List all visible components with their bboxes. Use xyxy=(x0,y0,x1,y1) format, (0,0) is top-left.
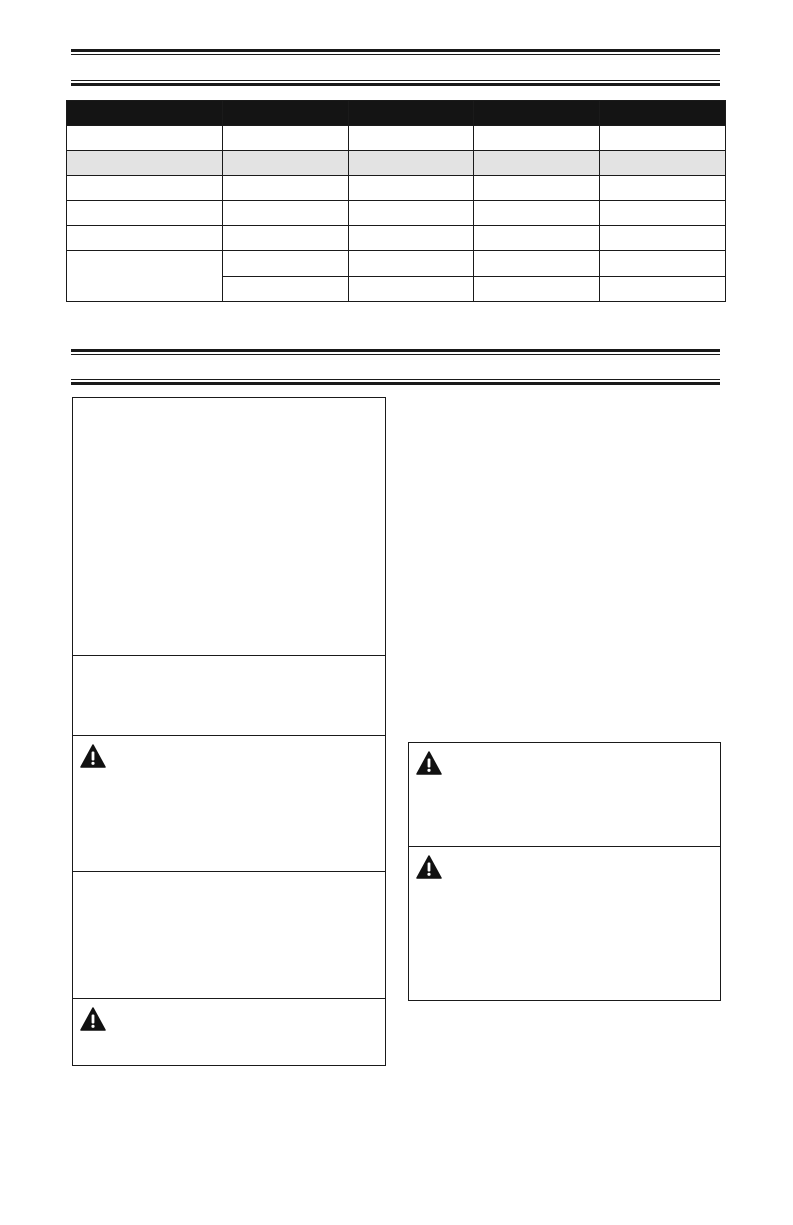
table-cell xyxy=(474,176,600,201)
table-cell xyxy=(474,151,600,176)
table-cell xyxy=(349,226,474,251)
table-cell xyxy=(67,176,223,201)
spec-table-header-cell xyxy=(474,101,600,126)
merged-row-label xyxy=(67,251,223,302)
table-cell xyxy=(600,151,726,176)
table-cell xyxy=(349,176,474,201)
table-cell xyxy=(349,276,474,302)
left-notice-panel xyxy=(72,397,386,1066)
warning-triangle-icon xyxy=(416,751,442,775)
spec-table-header-cell xyxy=(600,101,726,126)
table-cell xyxy=(474,276,600,302)
warning-triangle-icon xyxy=(416,855,442,879)
table-cell xyxy=(223,176,349,201)
section-two-top-rule xyxy=(71,349,720,355)
table-cell xyxy=(474,126,600,151)
table-row xyxy=(67,126,726,151)
spec-table xyxy=(66,100,726,302)
warning-triangle-icon xyxy=(80,744,106,768)
table-cell xyxy=(223,276,349,302)
table-cell xyxy=(349,201,474,226)
note-section xyxy=(73,398,385,655)
warning-section xyxy=(409,846,720,1000)
spec-table-header-cell xyxy=(349,101,474,126)
table-row xyxy=(67,201,726,226)
table-cell xyxy=(474,226,600,251)
table-cell xyxy=(600,276,726,302)
table-cell xyxy=(600,201,726,226)
warning-section xyxy=(409,743,720,846)
table-cell xyxy=(223,126,349,151)
spec-table-header-row xyxy=(67,101,726,126)
table-cell xyxy=(67,126,223,151)
table-cell xyxy=(600,126,726,151)
section-one-top-rule xyxy=(71,49,720,55)
table-cell xyxy=(600,176,726,201)
table-cell xyxy=(600,226,726,251)
table-cell xyxy=(67,151,223,176)
table-cell xyxy=(223,151,349,176)
right-warning-panel xyxy=(408,742,721,1001)
table-cell xyxy=(67,226,223,251)
table-cell xyxy=(600,251,726,277)
section-one-heading xyxy=(71,56,720,78)
warning-section xyxy=(73,998,385,1065)
table-cell xyxy=(474,251,600,277)
table-cell xyxy=(67,201,223,226)
table-cell xyxy=(349,126,474,151)
section-one-bottom-rule xyxy=(71,80,720,86)
note-section xyxy=(73,871,385,999)
section-two-bottom-rule xyxy=(71,379,720,385)
table-cell xyxy=(349,251,474,277)
table-cell xyxy=(223,226,349,251)
note-section xyxy=(73,655,385,736)
warning-triangle-icon xyxy=(80,1007,106,1031)
spec-table-header-cell xyxy=(223,101,349,126)
table-cell xyxy=(349,151,474,176)
spec-table-header-cell xyxy=(67,101,223,126)
table-cell xyxy=(223,201,349,226)
table-cell xyxy=(474,201,600,226)
warning-section xyxy=(73,735,385,872)
table-row xyxy=(67,226,726,251)
table-row-shaded xyxy=(67,151,726,176)
table-row xyxy=(67,176,726,201)
table-cell xyxy=(223,251,349,277)
section-two-heading xyxy=(71,356,720,378)
table-row xyxy=(67,251,726,277)
